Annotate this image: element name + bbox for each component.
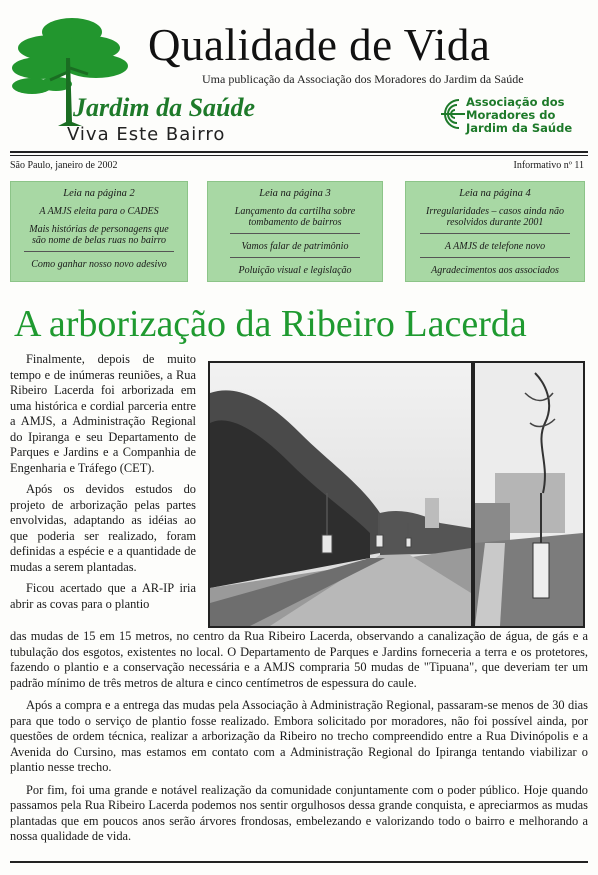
box-item: Poluição visual e legislação	[238, 265, 352, 276]
article-paragraph: Finalmente, depois de muito tempo e de inúmeras reuniões, a Rua Ribeiro Lacerda foi arborizada em uma histórica e cordial parceria entre a AMJS, a Administração Regional do Ipiranga e seu Departamento de Parques e Jardins e a Companhia de Engenharia e Tráfego (CET).	[10, 352, 196, 475]
brand-slogan: Viva Este Bairro	[67, 124, 226, 145]
article-headline: A arborização da Ribeiro Lacerda	[14, 303, 527, 345]
box-item: Agradecimentos aos associados	[431, 265, 559, 276]
masthead-rule-bottom	[10, 155, 588, 156]
article-paragraph: Após a compra e a entrega das mudas pela Associação à Administração Regional, passaram-se menos de 30 dias para que todo o serviço de plantio fosse realizado. Embora solicitado por moradores, não foi possível ainda, por questões de ordem técnica, realizar a arborização da Ribeiro no trecho compreendido entre a Rua Divinópolis e a Avenida do Cursino, mas estamos em contato com a Administração Regional do Ipiranga tentando viabilizar o plantio nesse trecho.	[10, 698, 588, 774]
article-paragraph: das mudas de 15 em 15 metros, no centro da Rua Ribeiro Lacerda, observando a canalização de água, de gás e a tubulação dos esgotos, existentes no local. O Departamento de Parques e Jardins forneceria a terra e os protetores, fazendo o plantio e a conservação necessária e a AMJS compraria 50 mudas de "Tipuana", que deveriam ter um padrão mínimo de três metros de altura e cinco centímetros de espessura do caule.	[10, 629, 588, 690]
box-heading: Leia na página 2	[63, 188, 135, 199]
box-item: Como ganhar nosso novo adesivo	[31, 259, 167, 270]
box-item: A AMJS eleita para o CADES	[39, 206, 159, 217]
article-paragraph: Ficou acertado que a AR-IP iria abrir as covas para o plantio	[10, 581, 196, 611]
brand-name: Jardim da Saúde	[73, 93, 256, 122]
street-photo-narrow	[473, 361, 585, 628]
box-page-4	[405, 181, 585, 282]
article-column-left	[10, 352, 196, 612]
article-paragraph: Por fim, foi uma grande e notável realização da comunidade conjuntamente com o poder público. Hoje quando passamos pela Rua Ribeiro Lacerda podemos nos sentir orgulhosos dessa grande conquista, e apreciarmos as mudas plantadas que em poucos anos serão árvores frondosas, embelezando e valorizando todo o bairro e melhorando a nossa qualidade de vida.	[10, 782, 588, 843]
issue-number: Informativo nº 11	[513, 160, 584, 171]
issue-date: São Paulo, janeiro de 2002	[10, 160, 118, 171]
association-name: Associação dos Moradores do Jardim da Saúde	[466, 95, 573, 135]
box-item: A AMJS de telefone novo	[420, 241, 570, 258]
article-body-full	[10, 629, 588, 852]
newsletter-subtitle: Uma publicação da Associação dos Moradores do Jardim da Saúde	[202, 72, 524, 86]
box-item: Mais histórias de personagens que são nome de belas ruas no bairro	[24, 224, 174, 252]
masthead-rule-top	[10, 151, 588, 153]
box-item: Irregularidades – casos ainda não resolvidos durante 2001	[420, 206, 570, 234]
newsletter-title: Qualidade de Vida	[148, 20, 491, 70]
box-page-3	[207, 181, 383, 282]
box-page-2	[10, 181, 188, 282]
box-item: Vamos falar de patrimônio	[230, 241, 360, 258]
box-heading: Leia na página 4	[459, 188, 531, 199]
street-photo-wide	[208, 361, 473, 628]
footer-rule	[10, 861, 588, 863]
article-paragraph: Após os devidos estudos do projeto de arborização pelas partes envolvidas, adaptando as idéias ao que poderia ser realizado, foram definidas a espécie e a quantidade de mudas a serem plantadas.	[10, 482, 196, 574]
box-item: Lançamento da cartilha sobre tombamento de bairros	[230, 206, 360, 234]
box-heading: Leia na página 3	[259, 188, 331, 199]
association-logo-icon	[437, 96, 467, 132]
